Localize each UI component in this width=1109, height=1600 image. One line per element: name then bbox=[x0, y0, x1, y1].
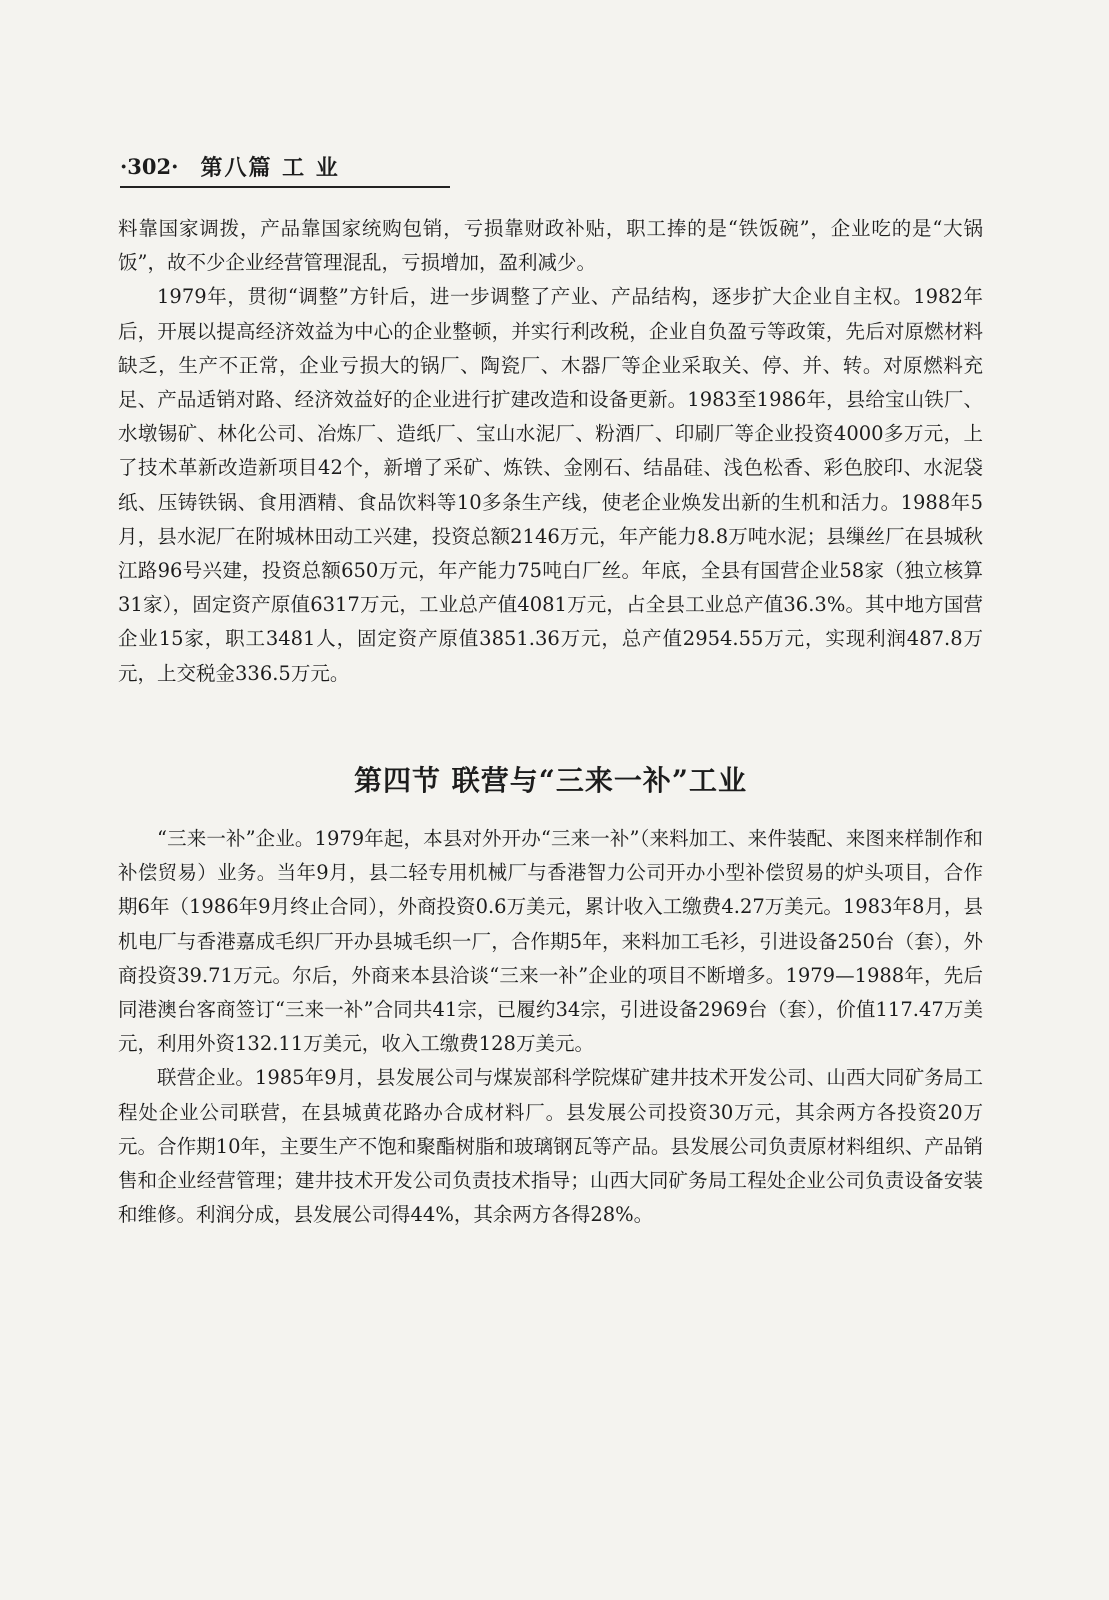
part-title: 第八篇 工 业 bbox=[200, 154, 340, 181]
section-title: 第四节 联营与“三来一补”工业 bbox=[354, 764, 747, 797]
paragraph: 1979年，贯彻“调整”方针后，进一步调整了产业、产品结构，逐步扩大企业自主权。1982年后，开展以提高经济效益为中心的企业整顿，并实行利改税，企业自负盈亏等政策，先后对原燃材料缺乏，生产不正常，企业亏损大的锅厂、陶瓷厂、木器厂等企业采取关、停、并、转。对原燃料充足、产品适销对路、经济效益好的企业进行扩建改造和设备更新。1983至1986年，县给宝山铁厂、水墩锡矿、林化公司、冶炼厂、造纸厂、宝山水泥厂、粉酒厂、印刷厂等企业投资4000多万元，上了技术革新改造新项目42个，新增了采矿、炼铁、金刚石、结晶硅、浅色松香、彩色胶印、水泥袋纸、压铸铁锅、食用酒精、食品饮料等10多条生产线，使老企业焕发出新的生机和活力。1988年5月，县水泥厂在附城林田动工兴建，投资总额2146万元，年产能力8.8万吨水泥；县缫丝厂在县城秋江路96号兴建，投资总额650万元，年产能力75吨白厂丝。年底，全县有国营企业58家（独立核算31家），固定资产原值6317万元，工业总产值4081万元，占全县工业总产值36.3%。其中地方国营企业15家，职工3481人，固定资产原值3851.36万元，总产值2954.55万元，实现利润487.8万元，上交税金336.5万元。 bbox=[118, 285, 983, 685]
body-text-top bbox=[118, 212, 983, 691]
page-number: ·302· bbox=[120, 153, 179, 179]
paragraph: 料靠国家调拨，产品靠国家统购包销，亏损靠财政补贴，职工捧的是“铁饭碗”，企业吃的是“大锅饭”，故不少企业经营管理混乱，亏损增加，盈利减少。 bbox=[118, 217, 983, 275]
running-header bbox=[120, 146, 450, 188]
paragraph: “三来一补”企业。1979年起，本县对外开办“三来一补”（来料加工、来件装配、来图来样制作和补偿贸易）业务。当年9月，县二轻专用机械厂与香港智力公司开办小型补偿贸易的炉头项目，合作期6年（1986年9月终止合同），外商投资0.6万美元，累计收入工缴费4.27万美元。1983年8月，县机电厂与香港嘉成毛织厂开办县城毛织一厂，合作期5年，来料加工毛衫，引进设备250台（套），外商投资39.71万元。尔后，外商来本县洽谈“三来一补”企业的项目不断增多。1979—1988年，先后同港澳台客商签订“三来一补”合同共41宗，已履约34宗，引进设备2969台（套），价值117.47万美元，利用外资132.11万美元，收入工缴费128万美元。 bbox=[118, 827, 983, 1056]
body-text-bottom bbox=[118, 822, 983, 1232]
paragraph: 联营企业。1985年9月，县发展公司与煤炭部科学院煤矿建井技术开发公司、山西大同矿务局工程处企业公司联营，在县城黄花路办合成材料厂。县发展公司投资30万元，其余两方各投资20万元。合作期10年，主要生产不饱和聚酯树脂和玻璃钢瓦等产品。县发展公司负责原材料组织、产品销售和企业经营管理；建井技术开发公司负责技术指导；山西大同矿务局工程处企业公司负责设备安装和维修。利润分成，县发展公司得44%，其余两方各得28%。 bbox=[118, 1066, 983, 1227]
